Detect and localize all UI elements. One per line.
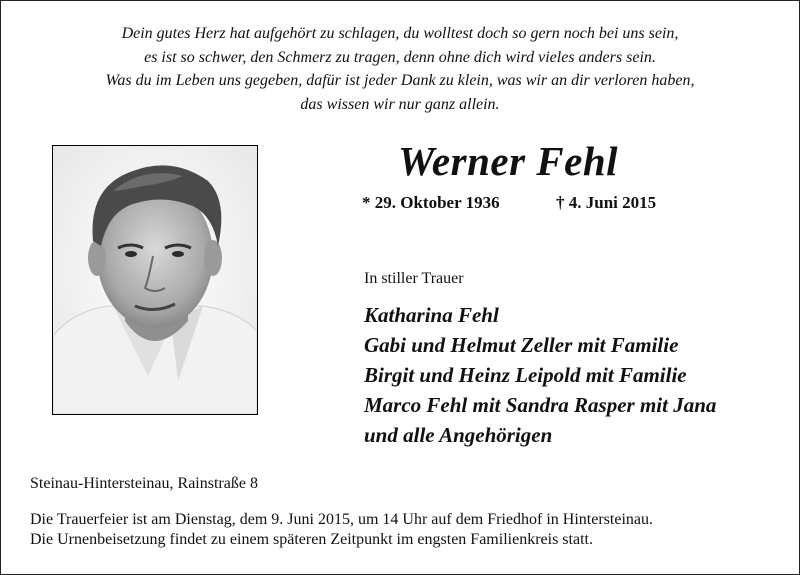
poem-line: Dein gutes Herz hat aufgehört zu schlagen, du wolltest doch so gern noch bei uns sein, [121, 25, 679, 42]
deceased-name: Werner Fehl [398, 138, 619, 184]
notice-line: Die Urnenbeisetzung findet zu einem späteren Zeitpunkt im engsten Familienkreis statt. [30, 531, 593, 548]
mourner-name: Katharina Fehl [364, 303, 499, 327]
poem-line: Was du im Leben uns gegeben, dafür ist jeder Dank zu klein, was wir an dir verloren haben, [105, 72, 695, 89]
poem-line: das wissen wir nur ganz allein. [300, 95, 500, 113]
birth-date: * 29. Oktober 1936 [362, 193, 500, 212]
mourners-list [364, 300, 716, 450]
funeral-notice [30, 510, 653, 550]
poem-line: es ist so schwer, den Schmerz zu tragen, denn ohne dich wird vieles anders sein. [144, 48, 656, 66]
mourning-intro: In stiller Trauer [364, 270, 464, 287]
mourner-name: Gabi und Helmut Zeller mit Familie [364, 333, 679, 357]
notice-line: Die Trauerfeier ist am Dienstag, dem 9. Juni 2015, um 14 Uhr auf dem Friedhof in Hintersteinau. [30, 511, 653, 528]
mourner-name: Birgit und Heinz Leipold mit Familie [364, 363, 687, 387]
portrait-photo [52, 145, 258, 415]
mourner-name: Marco Fehl mit Sandra Rasper mit Jana [364, 393, 717, 417]
death-date: † 4. Juni 2015 [556, 193, 657, 212]
family-address: Steinau-Hintersteinau, Rainstraße 8 [30, 475, 258, 492]
memorial-poem [0, 22, 800, 116]
mourner-name: und alle Angehörigen [364, 423, 553, 447]
